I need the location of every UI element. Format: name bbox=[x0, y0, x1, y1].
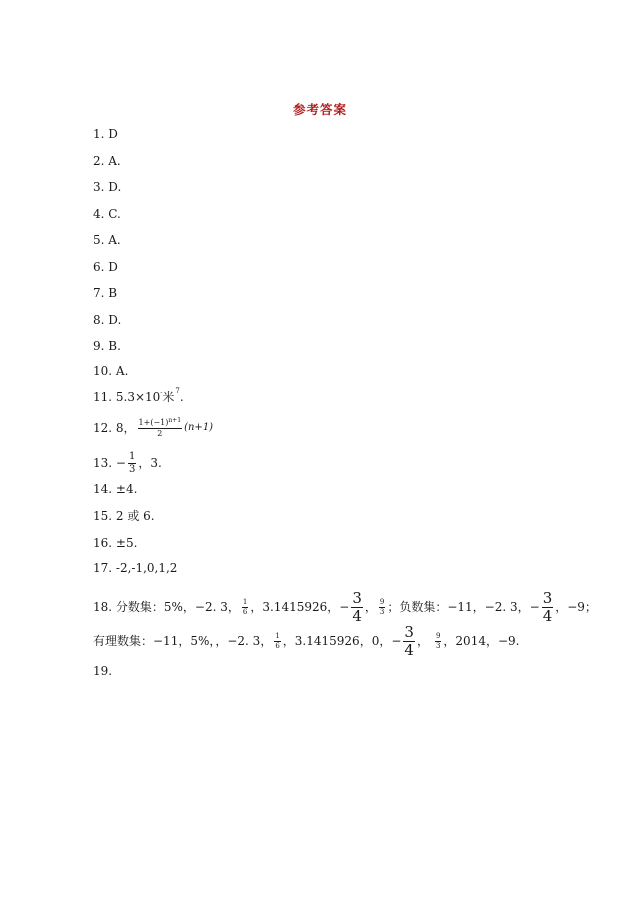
fraction-numerator: 9 bbox=[435, 631, 441, 640]
answer-18b-frac-9-3 bbox=[435, 633, 441, 650]
answer-13-prefix: 13. − bbox=[93, 456, 126, 470]
answer-18b-frac-3-4 bbox=[403, 622, 415, 659]
answer-18b-t1: 有理数集：−11，5%，，−2. 3， bbox=[93, 634, 273, 648]
answer-11-end: . bbox=[179, 390, 184, 404]
answer-16: 16. ±5. bbox=[93, 536, 138, 550]
answer-12-prefix: 12. 8， bbox=[93, 421, 136, 435]
answer-5: 5. A. bbox=[93, 233, 121, 247]
answer-18-frac-3-4-neg bbox=[542, 588, 554, 625]
answer-1: 1. D bbox=[93, 127, 118, 141]
answer-18b-t4: ，2014，−9. bbox=[443, 634, 520, 648]
answer-18b-t3: ， bbox=[416, 634, 429, 648]
fraction-denominator: 6 bbox=[275, 641, 280, 650]
answer-2: 2. A. bbox=[93, 154, 121, 168]
answer-18-frac-9-3 bbox=[379, 599, 385, 616]
answer-11 bbox=[93, 387, 184, 407]
answer-19: 19. bbox=[93, 664, 113, 678]
answer-12-numerator-exp: n+1 bbox=[168, 416, 182, 424]
fraction-denominator: 3 bbox=[379, 607, 385, 616]
answer-18-t1: 18. 分数集：5%，−2. 3， bbox=[93, 600, 240, 614]
fraction-numerator: 1 bbox=[275, 631, 280, 640]
answer-17: 17. -2,-1,0,1,2 bbox=[93, 561, 178, 575]
answer-13-suffix: ，3. bbox=[138, 456, 162, 470]
answer-11-sup: 7 bbox=[175, 387, 180, 395]
answer-8: 8. D. bbox=[93, 313, 122, 327]
answer-7: 7. B bbox=[93, 286, 118, 300]
answer-18-t3: ， bbox=[364, 600, 377, 614]
fraction-numerator: 1 bbox=[242, 597, 248, 606]
answer-13-denominator: 3 bbox=[128, 463, 136, 475]
answer-18-t4: ；负数集：−11，−2. 3，− bbox=[387, 600, 540, 614]
answer-11-unit: 米 bbox=[162, 390, 175, 404]
answer-18b-frac-1-6 bbox=[274, 633, 280, 650]
answer-18-t5: ，−9； bbox=[555, 600, 597, 614]
answer-13 bbox=[93, 450, 162, 476]
fraction-numerator: 3 bbox=[352, 588, 362, 607]
fraction-denominator: 4 bbox=[404, 640, 414, 659]
answer-12-fraction bbox=[138, 416, 183, 438]
fraction-numerator: 3 bbox=[542, 588, 553, 607]
answer-18-frac-3-4 bbox=[351, 588, 363, 625]
answer-4: 4. C. bbox=[93, 207, 121, 221]
answer-12-numerator bbox=[138, 416, 183, 427]
answer-14: 14. ±4. bbox=[93, 482, 138, 496]
answer-18b-t2: ，3.1415926，0，− bbox=[282, 634, 402, 648]
answer-18-fraction-set bbox=[93, 590, 597, 624]
fraction-denominator: 4 bbox=[542, 606, 553, 625]
answer-13-numerator: 1 bbox=[128, 450, 136, 462]
answer-11-exponent-sign: - bbox=[160, 389, 163, 396]
page-title: 参考答案 bbox=[292, 102, 347, 117]
answer-12 bbox=[93, 414, 213, 442]
answer-18-t2: ，3.1415926，− bbox=[250, 600, 350, 614]
answer-6: 6. D bbox=[93, 260, 118, 274]
fraction-denominator: 4 bbox=[352, 606, 362, 625]
answer-13-fraction bbox=[128, 452, 136, 475]
answer-15: 15. 2 或 6. bbox=[93, 509, 155, 523]
answer-18-rational-set bbox=[93, 624, 519, 658]
fraction-numerator: 3 bbox=[404, 622, 414, 641]
answer-12-suffix: (n+1) bbox=[184, 422, 214, 433]
fraction-numerator: 9 bbox=[379, 597, 385, 606]
answer-9: 9. B. bbox=[93, 339, 121, 353]
fraction-denominator: 6 bbox=[242, 607, 248, 616]
answer-11-prefix: 11. 5.3×10 bbox=[93, 390, 161, 404]
answer-10: 10. A. bbox=[93, 364, 129, 378]
answer-18-frac-1-6 bbox=[242, 599, 248, 616]
fraction-denominator: 3 bbox=[435, 641, 441, 650]
answer-12-denominator: 2 bbox=[157, 428, 163, 438]
answer-12-numerator-base: 1+(−1) bbox=[138, 417, 169, 427]
answer-3: 3. D. bbox=[93, 180, 122, 194]
